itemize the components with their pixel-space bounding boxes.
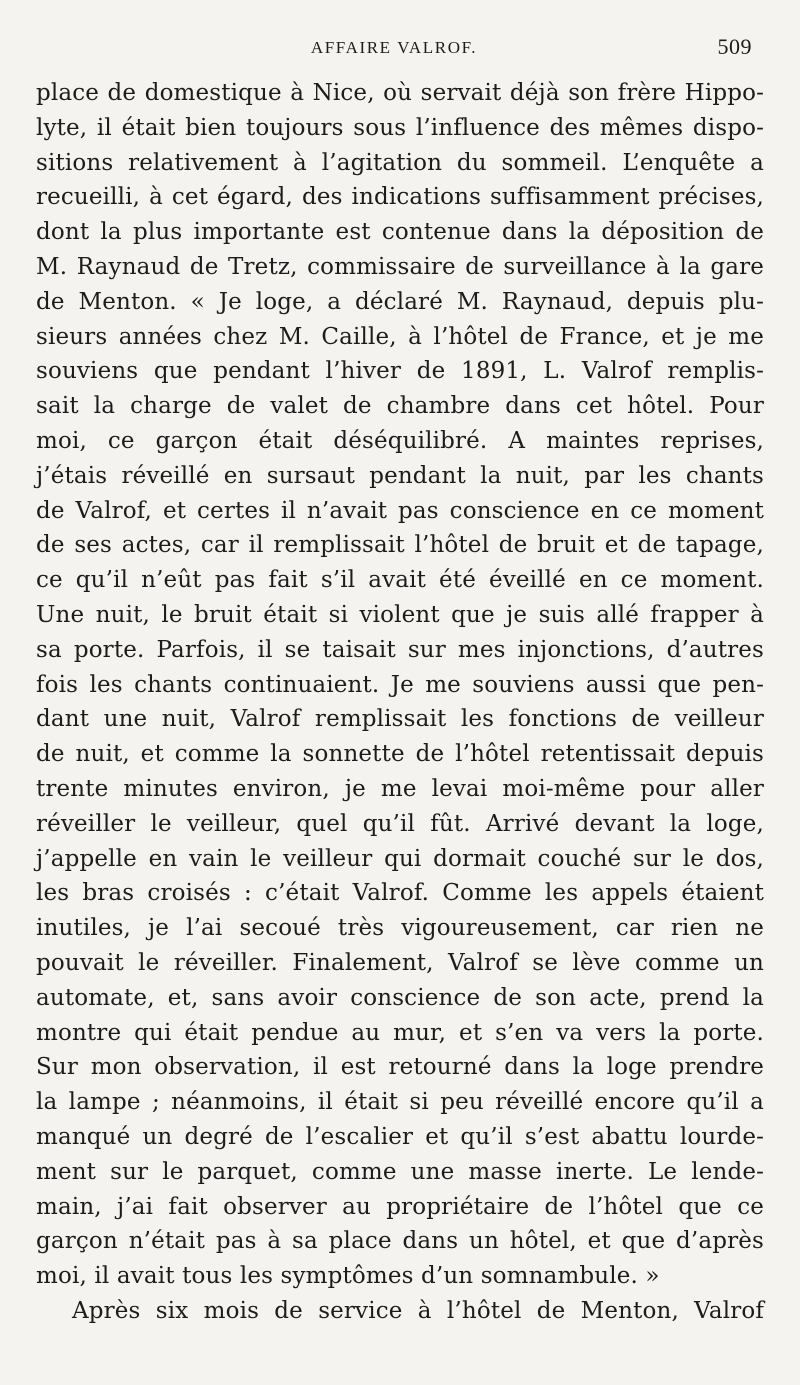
text-line: j’appelle en vain le veilleur qui dormait couché sur le dos, xyxy=(36,845,764,872)
text-line: dant une nuit, Valrof remplissait les fonctions de veilleur xyxy=(36,706,764,733)
text-line: lyte, il était bien toujours sous l’influence des mêmes dispo- xyxy=(36,114,764,141)
text-line: M. Raynaud de Tretz, commissaire de surveillance à la gare xyxy=(36,253,764,280)
text-line: Une nuit, le bruit était si violent que je suis allé frapper à xyxy=(36,601,764,628)
text-line: ce qu’il n’eût pas fait s’il avait été éveillé en ce moment. xyxy=(36,567,764,594)
text-line: manqué un degré de l’escalier et qu’il s’est abattu lourde- xyxy=(36,1123,764,1150)
text-line: pouvait le réveiller. Finalement, Valrof se lève comme un xyxy=(36,949,764,976)
text-line: la lampe ; néanmoins, il était si peu réveillé encore qu’il a xyxy=(36,1089,764,1116)
text-line: de Menton. « Je loge, a déclaré M. Raynaud, depuis plu- xyxy=(36,288,764,315)
text-line: sitions relativement à l’agitation du sommeil. L’enquête a xyxy=(36,149,764,176)
text-line: ment sur le parquet, comme une masse inerte. Le lende- xyxy=(36,1158,764,1185)
text-line-new-paragraph: Après six mois de service à l’hôtel de Menton, Valrof xyxy=(72,1297,764,1324)
text-line-quote-end: moi, il avait tous les symptômes d’un somnambule. » xyxy=(36,1263,660,1290)
text-line: garçon n’était pas à sa place dans un hôtel, et que d’après xyxy=(36,1228,764,1255)
text-line: inutiles, je l’ai secoué très vigoureusement, car rien ne xyxy=(36,915,764,942)
running-head: AFFAIRE VALROF. xyxy=(310,38,478,57)
page-number: 509 xyxy=(717,34,752,59)
text-line: les bras croisés : c’était Valrof. Comme les appels étaient xyxy=(36,880,764,907)
text-line: Sur mon observation, il est retourné dans la loge prendre xyxy=(36,1054,764,1081)
text-line: place de domestique à Nice, où servait déjà son frère Hippo- xyxy=(36,80,764,106)
text-line: main, j’ai fait observer au propriétaire de l’hôtel que ce xyxy=(36,1193,764,1220)
text-line: sa porte. Parfois, il se taisait sur mes injonctions, d’autres xyxy=(36,636,764,663)
text-line: de nuit, et comme la sonnette de l’hôtel retentissait depuis xyxy=(36,741,764,768)
text-line: souviens que pendant l’hiver de 1891, L. Valrof remplis- xyxy=(36,358,764,385)
text-line: sieurs années chez M. Caille, à l’hôtel de France, et je me xyxy=(36,323,764,350)
text-line: réveiller le veilleur, quel qu’il fût. Arrivé devant la loge, xyxy=(36,810,764,837)
text-line: de ses actes, car il remplissait l’hôtel de bruit et de tapage, xyxy=(36,532,764,559)
text-line: automate, et, sans avoir conscience de son acte, prend la xyxy=(36,984,764,1011)
page-header xyxy=(36,34,752,64)
text-line: j’étais réveillé en sursaut pendant la nuit, par les chants xyxy=(36,462,764,489)
text-line: montre qui était pendue au mur, et s’en va vers la porte. xyxy=(36,1019,764,1046)
text-line: de Valrof, et certes il n’avait pas conscience en ce moment xyxy=(36,497,764,524)
text-line: moi, ce garçon était déséquilibré. A maintes reprises, xyxy=(36,427,764,454)
text-line: sait la charge de valet de chambre dans cet hôtel. Pour xyxy=(36,393,764,420)
text-line: recueilli, à cet égard, des indications suffisamment précises, xyxy=(36,184,764,211)
body-text xyxy=(36,76,764,1329)
text-line: dont la plus importante est contenue dans la déposition de xyxy=(36,219,764,246)
text-line: trente minutes environ, je me levai moi-même pour aller xyxy=(36,775,764,802)
text-line: fois les chants continuaient. Je me souviens aussi que pen- xyxy=(36,671,764,698)
